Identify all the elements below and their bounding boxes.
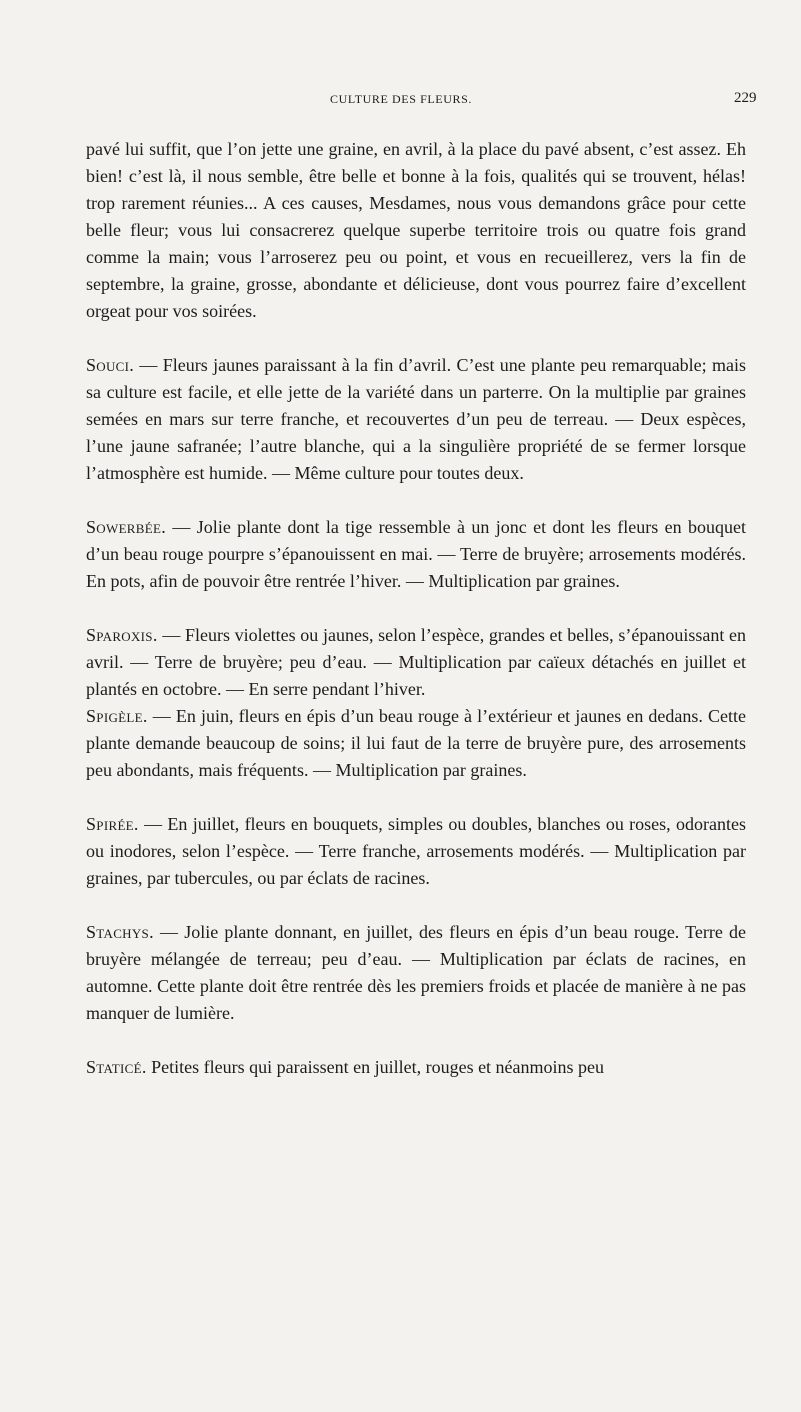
page-number: 229: [734, 90, 757, 106]
entry-text: Petites fleurs qui paraissent en juillet, rouges et néanmoins peu: [146, 1057, 605, 1077]
entry-term: Stachys.: [86, 922, 154, 942]
entry-text: — Fleurs violettes ou jaunes, selon l’espèce, grandes et belles, s’épanouissant en avril. — Terre de bruyère; peu d’eau. — Multiplication par caïeux détachés en juillet et plantés en octobre. — En serre pendant l’hiver.: [86, 625, 746, 699]
entry-spigele: [86, 703, 746, 784]
entry-text: — En juin, fleurs en épis d’un beau rouge à l’extérieur et jaunes en dedans. Cette plante demande beaucoup de soins; il lui faut de la terre de bruyère pure, des arrosements peu abondants, mais fréquents. — Multiplication par graines.: [86, 706, 746, 780]
entry-souci: [86, 352, 746, 487]
running-title: CULTURE DES FLEURS.: [330, 92, 472, 106]
entry-text: — Jolie plante donnant, en juillet, des fleurs en épis d’un beau rouge. Terre de bruyère mélangée de terreau; peu d’eau. — Multiplication par éclats de racines, en automne. Cette plante doit être rentrée dès les premiers froids et placée de manière à ne pas manquer de lumière.: [86, 922, 746, 1023]
entry-term: Spigèle.: [86, 706, 148, 726]
entry-term: Sowerbée.: [86, 517, 167, 537]
entry-text: — Jolie plante dont la tige ressemble à un jonc et dont les fleurs en bouquet d’un beau rouge pourpre s’épanouissent en mai. — Terre de bruyère; arrosements modérés. En pots, afin de pouvoir être rentrée l’hiver. — Multiplication par graines.: [86, 517, 746, 591]
entry-stachys: [86, 919, 746, 1027]
entry-term: Souci.: [86, 355, 135, 375]
entry-text: — Fleurs jaunes paraissant à la fin d’avril. C’est une plante peu remarquable; mais sa culture est facile, et elle jette de la variété dans un parterre. On la multiplie par graines semées en mars sur terre franche, et recouvertes d’un peu de terreau. — Deux espèces, l’une jaune safranée; l’autre blanche, qui a la singulière propriété de se fermer lorsque l’atmosphère est humide. — Même culture pour toutes deux.: [86, 355, 746, 483]
paragraph-text: pavé lui suffit, que l’on jette une graine, en avril, à la place du pavé absent, c’est assez. Eh bien! c’est là, il nous semble, être belle et bonne à la fois, qualités qui se trouvent, hélas! trop rarement réunies... A ces causes, Mesdames, nous vous demandons grâce pour cette belle fleur; vous lui consacrerez quelque superbe territoire trois ou quatre fois grand comme la main; vous l’arroserez peu ou point, et vous en recueillerez, vers la fin de septembre, la graine, grosse, abondante et délicieuse, dont vous pourrez faire d’excellent orgeat pour vos soirées.: [86, 139, 746, 321]
entry-spiree: [86, 811, 746, 892]
body-text: [86, 136, 746, 1081]
paragraph-orgeat: [86, 136, 746, 325]
entry-term: Spirée.: [86, 814, 139, 834]
entry-term: Staticé.: [86, 1057, 147, 1077]
entry-text: — En juillet, fleurs en bouquets, simples ou doubles, blanches ou roses, odorantes ou inodores, selon l’espèce. — Terre franche, arrosements modérés. — Multiplication par graines, par tubercules, ou par éclats de racines.: [86, 814, 746, 888]
entry-term: Sparoxis.: [86, 625, 158, 645]
entry-sowerbee: [86, 514, 746, 595]
entry-statice: [86, 1054, 746, 1081]
entry-sparoxis: [86, 622, 746, 703]
running-head: [0, 92, 801, 116]
